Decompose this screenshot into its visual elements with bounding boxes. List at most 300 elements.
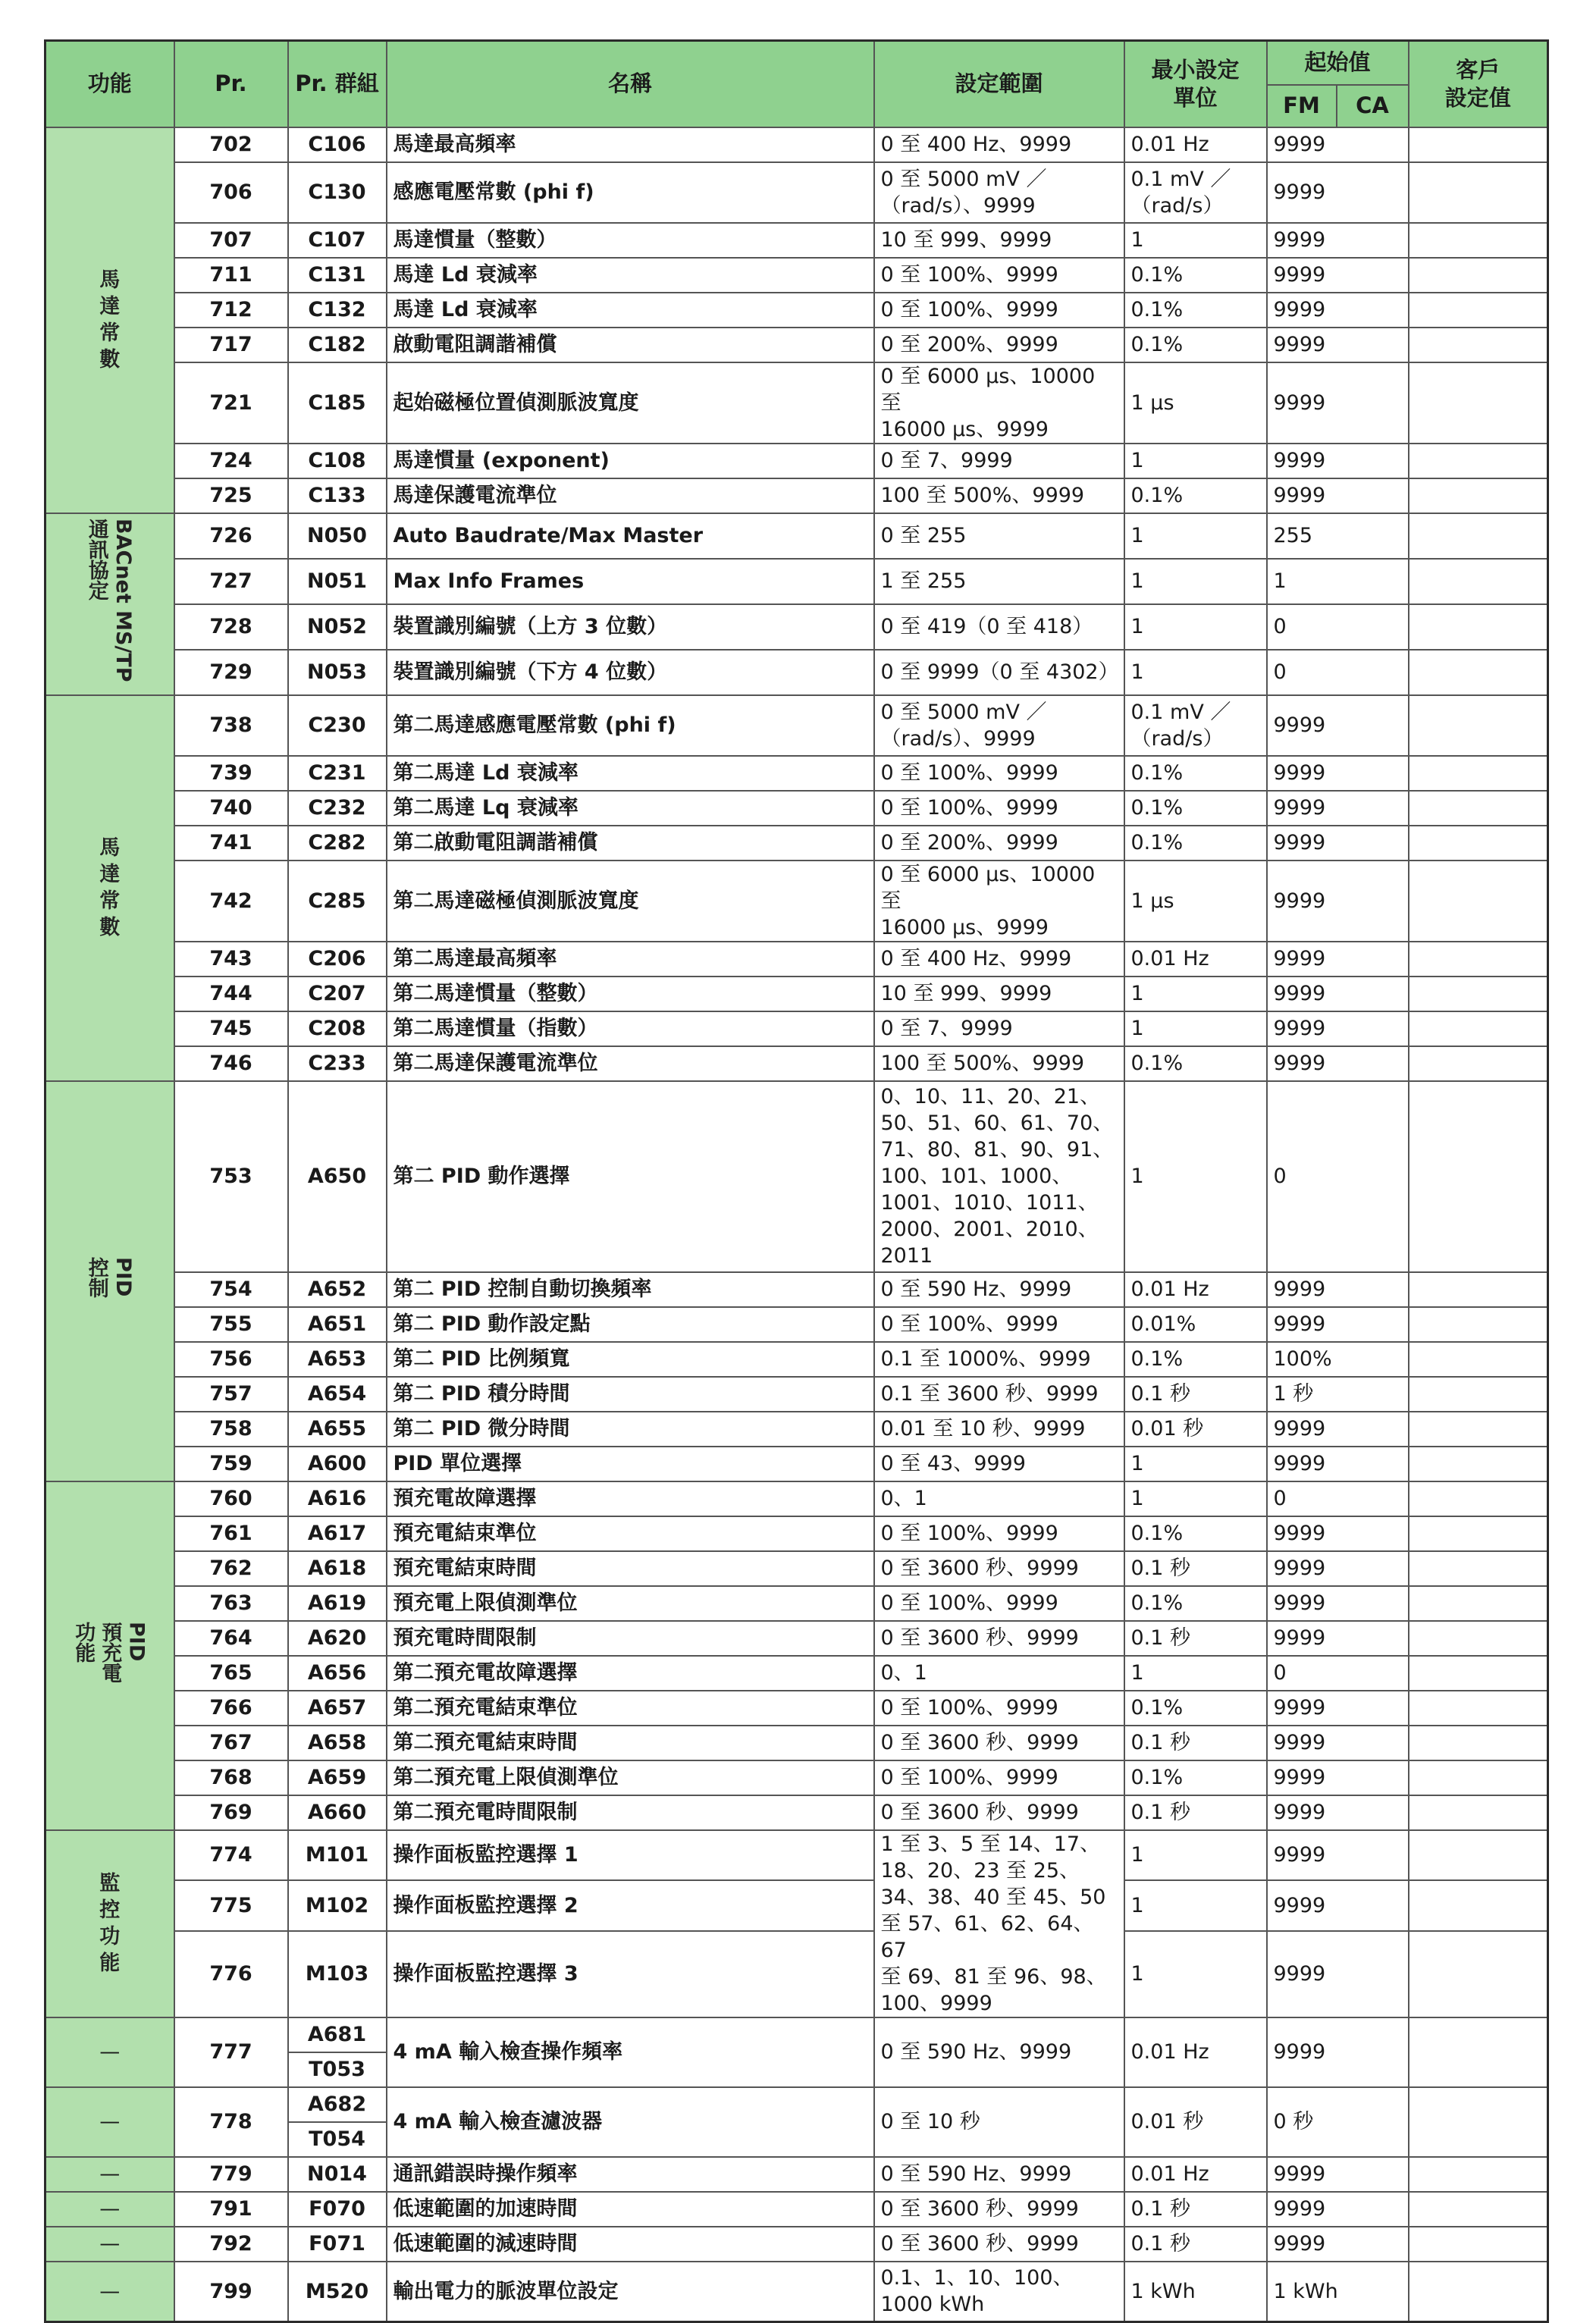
initial-value: 9999 [1267, 478, 1409, 513]
initial-value: 0 [1267, 1081, 1409, 1272]
setting-range: 0 至 100%、9999 [874, 293, 1124, 328]
initial-value: 9999 [1267, 223, 1409, 258]
parameter-name: 第二馬達保護電流準位 [387, 1046, 874, 1081]
pr-group-code: C232 [288, 791, 387, 826]
customer-setting-cell [1409, 1760, 1548, 1795]
parameter-name: 第二 PID 動作設定點 [387, 1307, 874, 1342]
table-row [45, 1691, 1548, 1726]
table-row [45, 1307, 1548, 1342]
setting-range: 0、10、11、20、21、 50、51、60、61、70、 71、80、81、90、91、 100、101、1000、 1001、1010、1011、 2000、2001、2010、 2011 [874, 1081, 1124, 1272]
setting-range: 0.1 至 3600 秒、9999 [874, 1377, 1124, 1412]
pr-group-code: C132 [288, 293, 387, 328]
pr-number: 768 [174, 1760, 288, 1795]
initial-value: 9999 [1267, 1830, 1409, 1881]
pr-group-code: A658 [288, 1726, 387, 1760]
min-setting-unit: 1 [1124, 444, 1267, 478]
setting-range: 0 至 5000 mV ／ （rad/s）、9999 [874, 162, 1124, 223]
parameter-name: 第二馬達最高頻率 [387, 942, 874, 977]
parameter-name: 第二馬達慣量（整數） [387, 977, 874, 1011]
table-row [45, 1621, 1548, 1656]
parameter-name: 預充電結束準位 [387, 1516, 874, 1551]
initial-value: 9999 [1267, 1412, 1409, 1447]
pr-number: 791 [174, 2192, 288, 2227]
setting-range: 0.1、1、10、100、 1000 kWh [874, 2262, 1124, 2322]
initial-value: 9999 [1267, 826, 1409, 861]
pr-number: 721 [174, 362, 288, 444]
function-group-label: — [99, 2197, 121, 2221]
table-row [45, 127, 1548, 162]
parameter-name: 通訊錯誤時操作頻率 [387, 2157, 874, 2192]
function-group-cell [45, 1830, 174, 2017]
customer-setting-cell [1409, 977, 1548, 1011]
min-setting-unit: 1 [1124, 604, 1267, 650]
pr-group-code: C208 [288, 1011, 387, 1046]
customer-setting-cell [1409, 559, 1548, 604]
parameter-name: 感應電壓常數 (phi f) [387, 162, 874, 223]
table-row [45, 2087, 1548, 2122]
initial-value: 9999 [1267, 1011, 1409, 1046]
initial-value: 9999 [1267, 2157, 1409, 2192]
setting-range: 0 至 100%、9999 [874, 258, 1124, 293]
table-row [45, 861, 1548, 942]
customer-setting-cell [1409, 223, 1548, 258]
table-row [45, 478, 1548, 513]
table-row [45, 362, 1548, 444]
customer-setting-cell [1409, 1830, 1548, 1881]
parameter-table-sheet [44, 39, 1547, 2323]
pr-group-code: A657 [288, 1691, 387, 1726]
parameter-name: 馬達最高頻率 [387, 127, 874, 162]
setting-range: 10 至 999、9999 [874, 223, 1124, 258]
pr-number: 712 [174, 293, 288, 328]
pr-group-code: N050 [288, 513, 387, 559]
table-row [45, 1795, 1548, 1830]
initial-value: 0 [1267, 1656, 1409, 1691]
setting-range: 0 至 3600 秒、9999 [874, 1795, 1124, 1830]
customer-setting-cell [1409, 2157, 1548, 2192]
pr-group-code: C231 [288, 756, 387, 791]
min-setting-unit: 0.1 秒 [1124, 1621, 1267, 1656]
initial-value: 9999 [1267, 791, 1409, 826]
customer-setting-cell [1409, 1551, 1548, 1586]
initial-value: 0 [1267, 604, 1409, 650]
customer-setting-cell [1409, 756, 1548, 791]
parameter-name: 輸出電力的脈波單位設定 [387, 2262, 874, 2322]
header-min-unit: 最小設定 單位 [1124, 41, 1267, 127]
setting-range: 100 至 500%、9999 [874, 478, 1124, 513]
customer-setting-cell [1409, 1412, 1548, 1447]
table-body [45, 127, 1548, 2322]
setting-range: 0 至 9999（0 至 4302） [874, 650, 1124, 695]
customer-setting-cell [1409, 1880, 1548, 1931]
table-row [45, 1412, 1548, 1447]
initial-value: 9999 [1267, 2017, 1409, 2087]
min-setting-unit: 0.01 Hz [1124, 1272, 1267, 1307]
parameter-name: 第二 PID 比例頻寬 [387, 1342, 874, 1377]
table-row [45, 293, 1548, 328]
function-group-cell [45, 2017, 174, 2087]
header-initial-value: 起始值 [1267, 41, 1409, 85]
pr-number: 792 [174, 2227, 288, 2262]
table-row [45, 826, 1548, 861]
setting-range: 0 至 3600 秒、9999 [874, 1551, 1124, 1586]
pr-group-code: C206 [288, 942, 387, 977]
customer-setting-cell [1409, 1726, 1548, 1760]
table-header-row [45, 41, 1548, 85]
setting-range: 0、1 [874, 1481, 1124, 1516]
initial-value: 9999 [1267, 1307, 1409, 1342]
table-row [45, 791, 1548, 826]
parameter-name: 4 mA 輸入檢查操作頻率 [387, 2017, 874, 2087]
table-row [45, 258, 1548, 293]
table-row [45, 977, 1548, 1011]
pr-number: 711 [174, 258, 288, 293]
parameter-name: 低速範圍的加速時間 [387, 2192, 874, 2227]
table-row [45, 1046, 1548, 1081]
parameter-name: 第二馬達 Lq 衰減率 [387, 791, 874, 826]
min-setting-unit: 0.1 秒 [1124, 1551, 1267, 1586]
pr-group-code: C182 [288, 328, 387, 362]
initial-value: 9999 [1267, 695, 1409, 756]
function-group-label: 監 控 功 能 [99, 1872, 121, 1975]
customer-setting-cell [1409, 1691, 1548, 1726]
pr-number: 761 [174, 1516, 288, 1551]
initial-value: 9999 [1267, 1551, 1409, 1586]
min-setting-unit: 0.01 Hz [1124, 942, 1267, 977]
customer-setting-cell [1409, 2262, 1548, 2322]
pr-group-code: C108 [288, 444, 387, 478]
setting-range: 0 至 3600 秒、9999 [874, 2192, 1124, 2227]
initial-value: 1 [1267, 559, 1409, 604]
table-row [45, 1272, 1548, 1307]
initial-value: 9999 [1267, 1795, 1409, 1830]
customer-setting-cell [1409, 1621, 1548, 1656]
table-row [45, 1481, 1548, 1516]
header-pr: Pr. [174, 41, 288, 127]
parameter-name: 起始磁極位置偵測脈波寬度 [387, 362, 874, 444]
min-setting-unit: 1 [1124, 1011, 1267, 1046]
pr-group-code: N052 [288, 604, 387, 650]
pr-group-code: C133 [288, 478, 387, 513]
setting-range: 0 至 400 Hz、9999 [874, 127, 1124, 162]
table-row [45, 1726, 1548, 1760]
pr-number: 778 [174, 2087, 288, 2157]
setting-range: 0 至 255 [874, 513, 1124, 559]
parameter-name: 馬達慣量 (exponent) [387, 444, 874, 478]
pr-group-code: C130 [288, 162, 387, 223]
pr-group-code: C131 [288, 258, 387, 293]
pr-number: 725 [174, 478, 288, 513]
table-row [45, 1081, 1548, 1272]
min-setting-unit: 1 [1124, 1481, 1267, 1516]
min-setting-unit: 0.1% [1124, 1691, 1267, 1726]
min-setting-unit: 0.1 秒 [1124, 1377, 1267, 1412]
customer-setting-cell [1409, 293, 1548, 328]
customer-setting-cell [1409, 942, 1548, 977]
pr-number: 727 [174, 559, 288, 604]
customer-setting-cell [1409, 1307, 1548, 1342]
header-name: 名稱 [387, 41, 874, 127]
pr-number: 741 [174, 826, 288, 861]
pr-number: 764 [174, 1621, 288, 1656]
min-setting-unit: 1 μs [1124, 362, 1267, 444]
initial-value: 9999 [1267, 756, 1409, 791]
min-setting-unit: 1 [1124, 1656, 1267, 1691]
parameter-name: 馬達 Ld 衰減率 [387, 258, 874, 293]
min-setting-unit: 0.1% [1124, 328, 1267, 362]
pr-number: 745 [174, 1011, 288, 1046]
initial-value: 9999 [1267, 328, 1409, 362]
customer-setting-cell [1409, 1656, 1548, 1691]
pr-group-code: A653 [288, 1342, 387, 1377]
pr-number: 766 [174, 1691, 288, 1726]
setting-range: 0 至 7、9999 [874, 1011, 1124, 1046]
pr-number: 777 [174, 2017, 288, 2087]
customer-setting-cell [1409, 1586, 1548, 1621]
function-group-label: 馬 達 常 數 [99, 268, 121, 371]
initial-value: 0 [1267, 650, 1409, 695]
setting-range: 0、1 [874, 1656, 1124, 1691]
min-setting-unit: 1 [1124, 1081, 1267, 1272]
pr-group-code: N053 [288, 650, 387, 695]
table-row [45, 1551, 1548, 1586]
table-row [45, 756, 1548, 791]
min-setting-unit: 1 kWh [1124, 2262, 1267, 2322]
setting-range: 1 至 255 [874, 559, 1124, 604]
pr-number: 754 [174, 1272, 288, 1307]
min-setting-unit: 0.1% [1124, 1342, 1267, 1377]
function-group-cell [45, 2262, 174, 2322]
setting-range: 100 至 500%、9999 [874, 1046, 1124, 1081]
pr-number: 728 [174, 604, 288, 650]
initial-value: 9999 [1267, 1586, 1409, 1621]
customer-setting-cell [1409, 2192, 1548, 2227]
table-row [45, 223, 1548, 258]
setting-range: 0 至 200%、9999 [874, 826, 1124, 861]
function-group-label: PID 控制 [84, 1257, 135, 1298]
setting-range: 0 至 3600 秒、9999 [874, 2227, 1124, 2262]
parameter-name: 第二 PID 動作選擇 [387, 1081, 874, 1272]
customer-setting-cell [1409, 2227, 1548, 2262]
customer-setting-cell [1409, 650, 1548, 695]
initial-value: 100% [1267, 1342, 1409, 1377]
pr-group-code: M520 [288, 2262, 387, 2322]
function-group-label: BACnet MS/TP 通訊協定 [84, 519, 135, 682]
initial-value: 9999 [1267, 258, 1409, 293]
min-setting-unit: 0.01 Hz [1124, 2157, 1267, 2192]
setting-range: 0 至 3600 秒、9999 [874, 1726, 1124, 1760]
min-setting-unit: 1 [1124, 650, 1267, 695]
parameter-name: 第二預充電故障選擇 [387, 1656, 874, 1691]
customer-setting-cell [1409, 362, 1548, 444]
parameter-name: 第二預充電結束準位 [387, 1691, 874, 1726]
function-group-label: 馬 達 常 數 [99, 836, 121, 939]
table-row [45, 162, 1548, 223]
initial-value: 9999 [1267, 1046, 1409, 1081]
customer-setting-cell [1409, 1447, 1548, 1481]
setting-range: 0 至 200%、9999 [874, 328, 1124, 362]
pr-number: 774 [174, 1830, 288, 1881]
initial-value: 0 [1267, 1481, 1409, 1516]
parameter-name: 第二預充電時間限制 [387, 1795, 874, 1830]
initial-value: 9999 [1267, 861, 1409, 942]
customer-setting-cell [1409, 478, 1548, 513]
setting-range: 0 至 43、9999 [874, 1447, 1124, 1481]
pr-group-code: A659 [288, 1760, 387, 1795]
customer-setting-cell [1409, 695, 1548, 756]
pr-group-code: N051 [288, 559, 387, 604]
header-customer-setting: 客戶 設定值 [1409, 41, 1548, 127]
pr-group-code: A600 [288, 1447, 387, 1481]
pr-number: 740 [174, 791, 288, 826]
pr-number: 726 [174, 513, 288, 559]
parameter-name: 操作面板監控選擇 3 [387, 1931, 874, 2017]
initial-value: 9999 [1267, 1272, 1409, 1307]
pr-group-code: A619 [288, 1586, 387, 1621]
customer-setting-cell [1409, 1011, 1548, 1046]
pr-group-code: A617 [288, 1516, 387, 1551]
customer-setting-cell [1409, 2017, 1548, 2087]
setting-range: 0 至 6000 μs、10000 至 16000 μs、9999 [874, 861, 1124, 942]
setting-range: 0 至 100%、9999 [874, 756, 1124, 791]
table-row [45, 513, 1548, 559]
pr-number: 775 [174, 1880, 288, 1931]
initial-value: 1 秒 [1267, 1377, 1409, 1412]
pr-group-code: F071 [288, 2227, 387, 2262]
function-group-cell [45, 127, 174, 513]
initial-value: 9999 [1267, 1447, 1409, 1481]
initial-value: 9999 [1267, 162, 1409, 223]
pr-group-code: A681 [288, 2017, 387, 2052]
pr-group-code: A682 [288, 2087, 387, 2122]
pr-group-code: C233 [288, 1046, 387, 1081]
parameter-name: 第二 PID 控制自動切換頻率 [387, 1272, 874, 1307]
customer-setting-cell [1409, 861, 1548, 942]
setting-range: 0 至 7、9999 [874, 444, 1124, 478]
initial-value: 9999 [1267, 977, 1409, 1011]
function-group-label: — [99, 2279, 121, 2303]
function-group-cell [45, 2192, 174, 2227]
initial-value: 255 [1267, 513, 1409, 559]
initial-value: 9999 [1267, 1931, 1409, 2017]
min-setting-unit: 0.1% [1124, 1586, 1267, 1621]
initial-value: 9999 [1267, 1760, 1409, 1795]
initial-value: 9999 [1267, 2192, 1409, 2227]
parameter-table [44, 39, 1549, 2323]
pr-group-code: C207 [288, 977, 387, 1011]
customer-setting-cell [1409, 1516, 1548, 1551]
function-group-label: — [99, 2162, 121, 2186]
pr-number: 755 [174, 1307, 288, 1342]
function-group-label: — [99, 2110, 121, 2133]
table-row [45, 2157, 1548, 2192]
table-row [45, 604, 1548, 650]
function-group-label: — [99, 2232, 121, 2256]
header-setting-range: 設定範圍 [874, 41, 1124, 127]
pr-number: 743 [174, 942, 288, 977]
parameter-name: 裝置識別編號（下方 4 位數） [387, 650, 874, 695]
parameter-name: 第二預充電結束時間 [387, 1726, 874, 1760]
parameter-name: 啟動電阻調諧補償 [387, 328, 874, 362]
function-group-cell [45, 1481, 174, 1830]
customer-setting-cell [1409, 1046, 1548, 1081]
pr-number: 739 [174, 756, 288, 791]
parameter-name: 馬達慣量（整數） [387, 223, 874, 258]
parameter-name: 第二馬達 Ld 衰減率 [387, 756, 874, 791]
initial-value: 9999 [1267, 293, 1409, 328]
customer-setting-cell [1409, 2087, 1548, 2157]
customer-setting-cell [1409, 791, 1548, 826]
table-row [45, 1830, 1548, 1881]
parameter-name: 預充電時間限制 [387, 1621, 874, 1656]
customer-setting-cell [1409, 1931, 1548, 2017]
customer-setting-cell [1409, 1481, 1548, 1516]
min-setting-unit: 0.1% [1124, 1516, 1267, 1551]
header-pr-group: Pr. 群組 [288, 41, 387, 127]
customer-setting-cell [1409, 162, 1548, 223]
pr-number: 762 [174, 1551, 288, 1586]
min-setting-unit: 0.1 秒 [1124, 1726, 1267, 1760]
initial-value: 9999 [1267, 942, 1409, 977]
table-row [45, 1931, 1548, 2017]
setting-range: 0.1 至 1000%、9999 [874, 1342, 1124, 1377]
pr-group-code: F070 [288, 2192, 387, 2227]
customer-setting-cell [1409, 444, 1548, 478]
setting-range: 0 至 590 Hz、9999 [874, 2157, 1124, 2192]
pr-group-code: A654 [288, 1377, 387, 1412]
min-setting-unit: 0.1 秒 [1124, 2192, 1267, 2227]
pr-group-code: A620 [288, 1621, 387, 1656]
pr-number: 779 [174, 2157, 288, 2192]
pr-number: 763 [174, 1586, 288, 1621]
pr-number: 702 [174, 127, 288, 162]
min-setting-unit: 0.1% [1124, 1760, 1267, 1795]
setting-range: 0 至 590 Hz、9999 [874, 2017, 1124, 2087]
min-setting-unit: 0.1% [1124, 1046, 1267, 1081]
table-row [45, 1880, 1548, 1931]
table-row [45, 1011, 1548, 1046]
pr-number: 717 [174, 328, 288, 362]
parameter-name: 第二 PID 積分時間 [387, 1377, 874, 1412]
pr-group-code: A616 [288, 1481, 387, 1516]
min-setting-unit: 0.1% [1124, 826, 1267, 861]
pr-group-code: C107 [288, 223, 387, 258]
function-group-cell [45, 2227, 174, 2262]
setting-range: 0 至 100%、9999 [874, 1760, 1124, 1795]
parameter-name: 4 mA 輸入檢查濾波器 [387, 2087, 874, 2157]
pr-number: 759 [174, 1447, 288, 1481]
pr-number: 758 [174, 1412, 288, 1447]
pr-number: 724 [174, 444, 288, 478]
min-setting-unit: 0.01 Hz [1124, 127, 1267, 162]
table-row [45, 1656, 1548, 1691]
pr-number: 746 [174, 1046, 288, 1081]
function-group-cell [45, 513, 174, 695]
pr-group-code: A650 [288, 1081, 387, 1272]
table-row [45, 1447, 1548, 1481]
min-setting-unit: 0.01% [1124, 1307, 1267, 1342]
pr-number: 756 [174, 1342, 288, 1377]
table-row [45, 559, 1548, 604]
setting-range: 10 至 999、9999 [874, 977, 1124, 1011]
customer-setting-cell [1409, 513, 1548, 559]
function-group-cell [45, 695, 174, 1081]
parameter-name: 第二 PID 微分時間 [387, 1412, 874, 1447]
pr-number: 760 [174, 1481, 288, 1516]
setting-range: 0 至 6000 μs、10000 至 16000 μs、9999 [874, 362, 1124, 444]
table-row [45, 328, 1548, 362]
pr-number: 757 [174, 1377, 288, 1412]
